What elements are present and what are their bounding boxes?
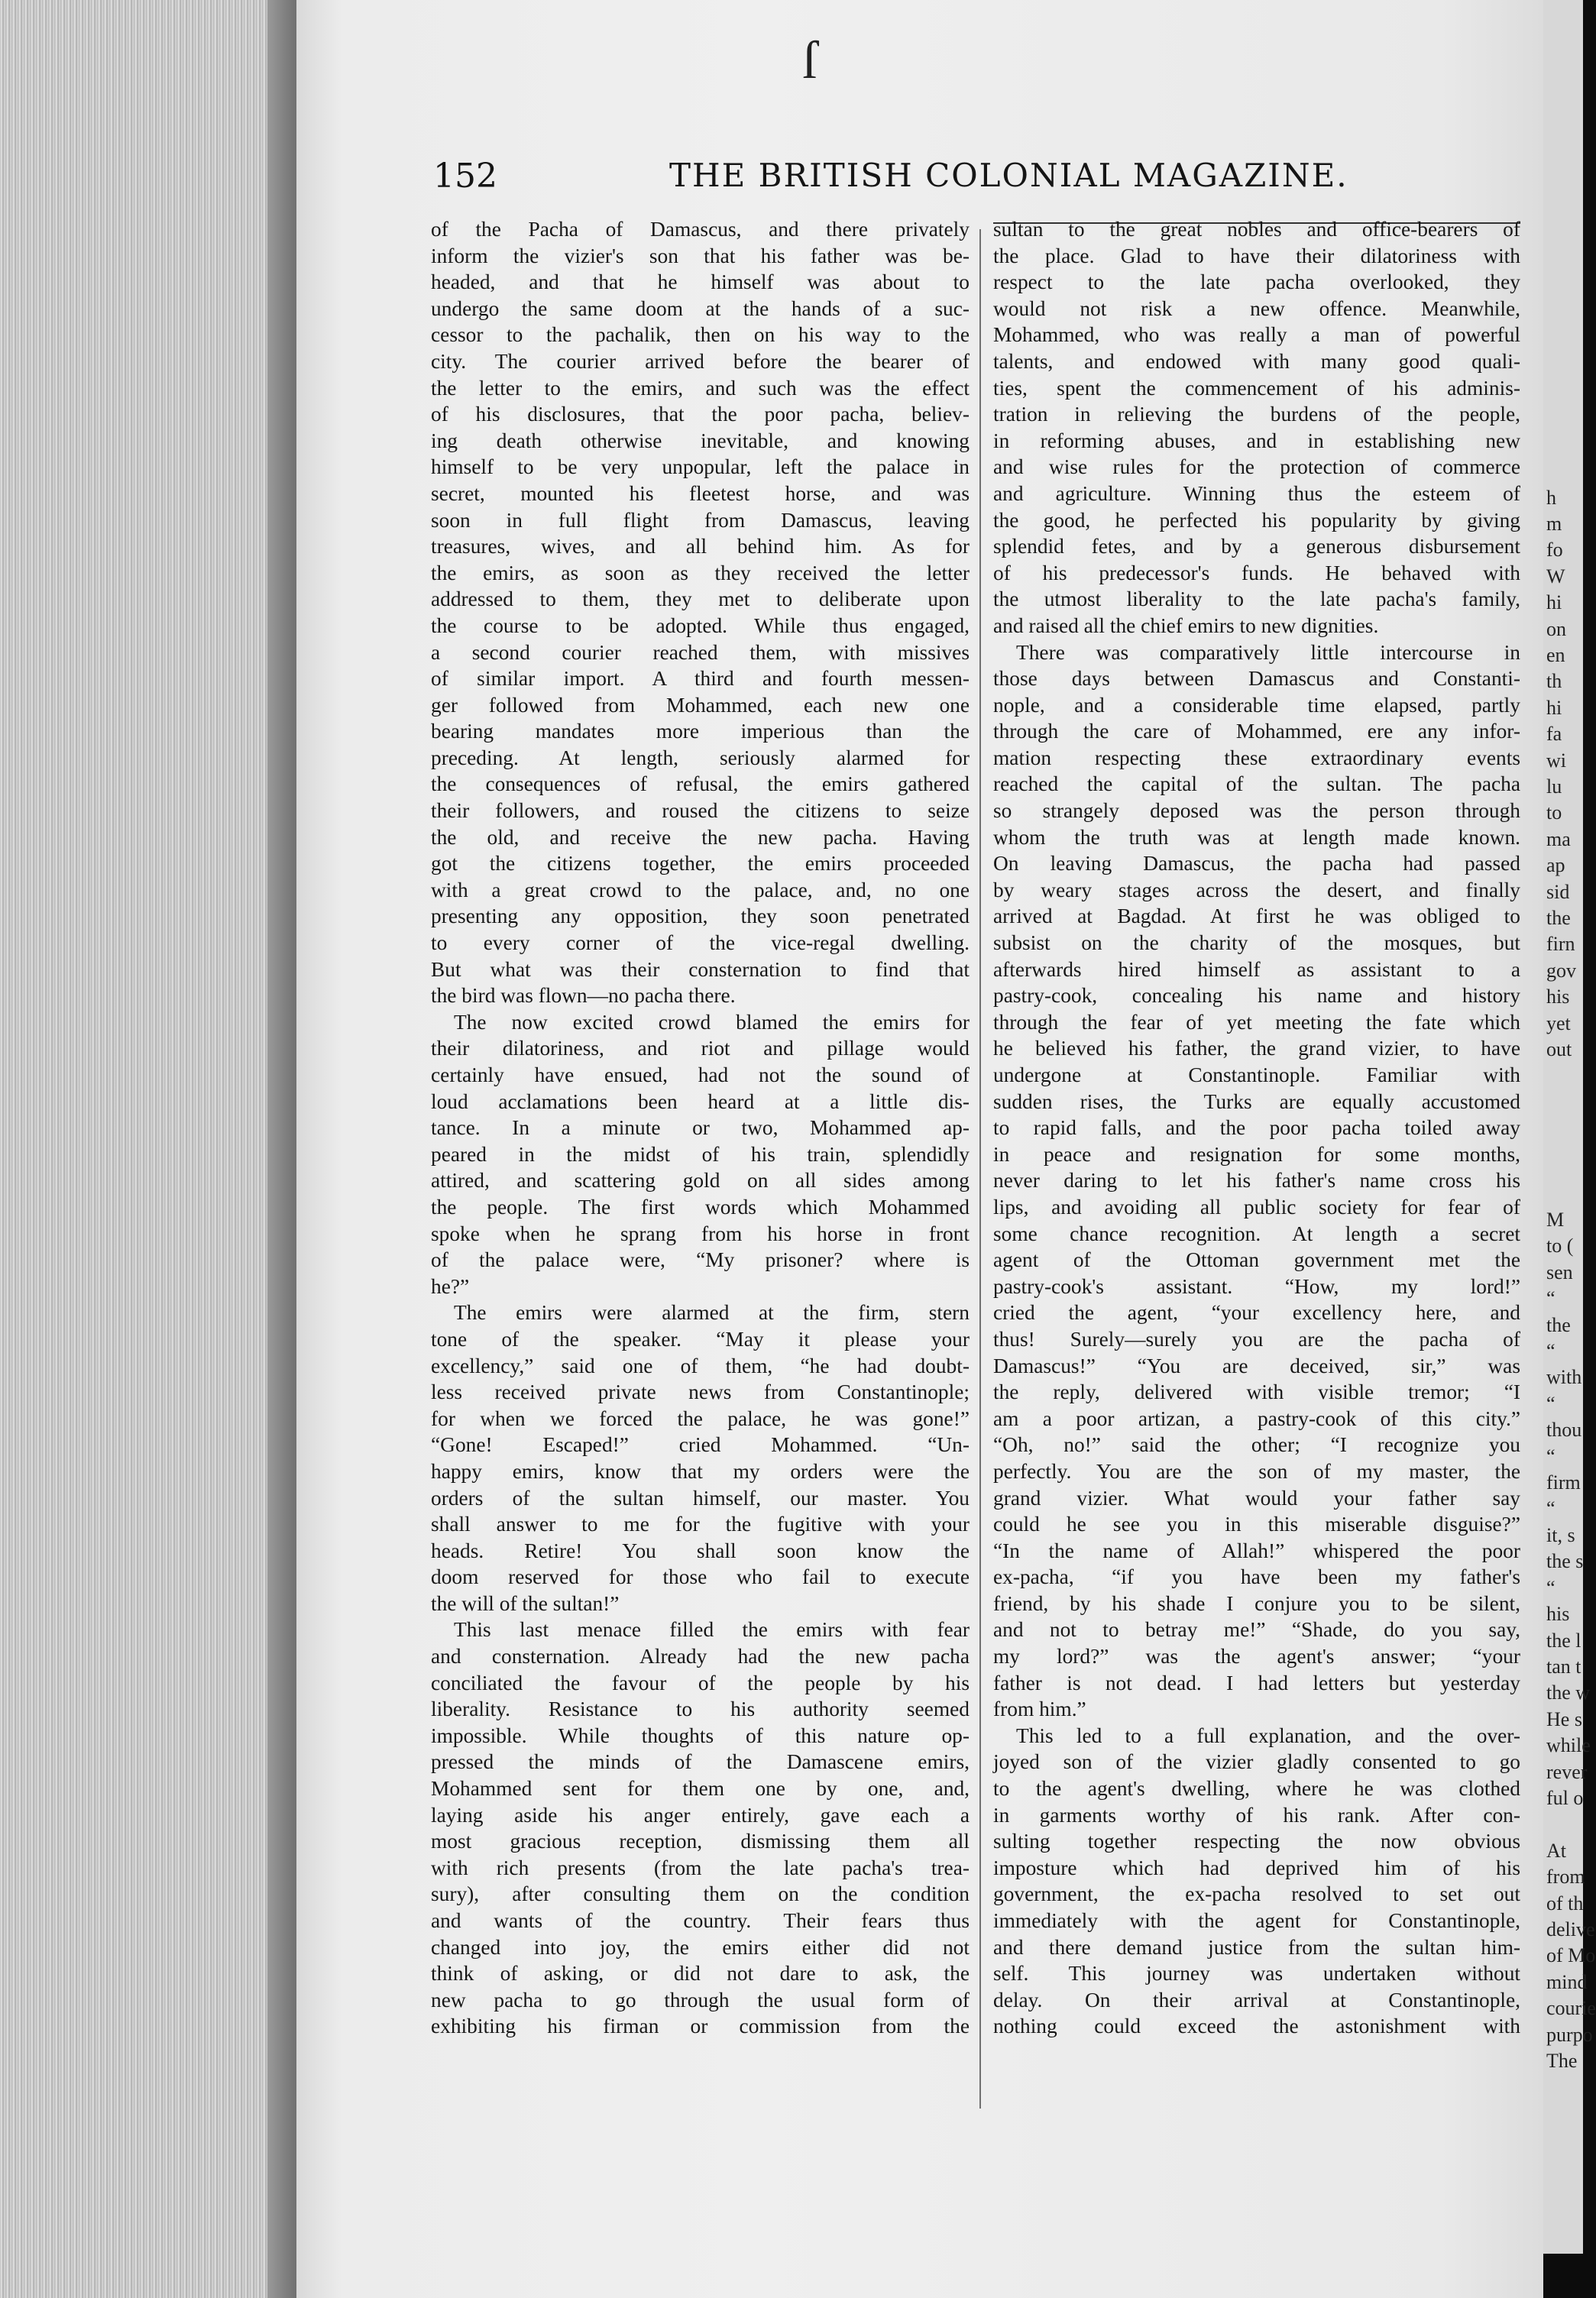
text-line: and raised all the chief emirs to new dignities. [993,613,1379,637]
text-line: father is not dead. I had letters but yesterday [993,1671,1520,1694]
text-line: friend, by his shade I conjure you to be silent, [993,1591,1520,1615]
text-line: he?” [431,1274,470,1298]
running-title: THE BRITISH COLONIAL MAGAZINE. [669,157,1348,194]
text-line: and wise rules for the protection of commerce [993,455,1520,479]
fragment-line: while [1546,1734,1591,1757]
text-line: laying aside his anger entirely, gave each a [431,1803,970,1827]
text-line: changed into joy, the emirs either did not [431,1935,970,1959]
text-line: less received private news from Constantinople; [431,1380,970,1404]
text-line: lips, and avoiding all public society for fear of [993,1195,1520,1219]
fragment-line: “ [1546,1392,1556,1415]
text-line: the utmost liberality to the late pacha's family, [993,587,1520,611]
text-line: the will of the sultan!” [431,1591,620,1615]
text-line: liberality. Resistance to his authority seemed [431,1698,970,1721]
page-number: 152 [433,157,497,196]
fragment-line: en [1546,643,1565,666]
text-line: agent of the Ottoman government met the [993,1248,1520,1272]
text-line: ger followed from Mohammed, each new one [431,693,970,717]
text-line: their followers, and roused the citizens to seize [431,799,970,823]
text-line: But what was their consternation to find that [431,957,970,981]
text-line: the letter to the emirs, and such was the effect [431,376,970,400]
fragment-line: wi [1546,749,1566,772]
text-line: undergone at Constantinople. Familiar with [993,1063,1520,1086]
fragment-line: thou [1546,1419,1582,1442]
text-line: of the Pacha of Damascus, and there privately [431,218,970,241]
text-line: This last menace filled the emirs with fear [454,1618,970,1642]
text-line: those days between Damascus and Constanti- [993,667,1520,691]
text-line: heads. Retire! You shall soon know the [431,1539,970,1562]
fragment-line: th [1546,670,1562,693]
fragment-line: gov [1546,959,1576,982]
fragment-line [1546,458,1576,484]
text-line: splendid fetes, and by a generous disbursement [993,535,1520,558]
text-line: he believed his father, the grand vizier, to have [993,1037,1520,1060]
adjacent-page-text-upper [1546,64,1576,1063]
left-text-column [431,216,970,2126]
text-line: orders of the sultan himself, our master. You [431,1486,970,1510]
fragment-line: lu [1546,775,1562,798]
fragment-line [1546,222,1576,248]
text-line: the place. Glad to have their dilatoriness with [993,244,1520,267]
fragment-line: “ [1546,1497,1556,1520]
fragment-line: his [1546,986,1570,1008]
text-line: got the citizens together, the emirs proceeded [431,852,970,876]
fragment-line: of th [1546,1892,1584,1914]
fragment-line: to [1546,801,1562,824]
text-line: so strangely deposed was the person through [993,799,1520,823]
fragment-line: sen [1546,1261,1573,1283]
fragment-line [1546,143,1576,169]
adjacent-page-text-lower [1546,1207,1596,2074]
text-line: mation respecting these extraordinary events [993,746,1520,769]
text-line: soon in full flight from Damascus, leaving [431,508,970,532]
text-line: On leaving Damascus, the pacha had passed [993,852,1520,876]
text-line: to every corner of the vice-regal dwelling. [431,931,970,955]
column-divider [979,229,981,2109]
fragment-line [1546,432,1576,458]
text-line: the people. The first words which Mohammed [431,1195,970,1219]
fragment-line: his [1546,1603,1570,1626]
text-line: Mohammed, who was really a man of powerful [993,323,1520,347]
text-line: their dilatoriness, and riot and pillage would [431,1037,970,1060]
text-line: in peace and resignation for some months, [993,1142,1520,1166]
fragment-line: from [1546,1866,1585,1889]
text-line: think of asking, or did not dare to ask, the [431,1962,970,1986]
fragment-line [1546,1811,1596,1837]
text-line: There was comparatively little intercourse in [1016,640,1520,664]
text-line: for when we forced the palace, he was gone!” [431,1406,970,1430]
text-line: self. This journey was undertaken without [993,1962,1520,1986]
text-line: nople, and a considerable time elapsed, partly [993,693,1520,717]
text-line: cessor to the pachalik, then on his way to the [431,323,970,347]
text-line: attired, and scattering gold on all sides among [431,1169,970,1193]
fragment-line: “ [1546,1445,1556,1468]
text-line: in garments worthy of his rank. After con- [993,1803,1520,1827]
fragment-line: out [1546,1038,1572,1061]
page-header [433,157,1348,202]
text-line: ing death otherwise inevitable, and knowing [431,429,970,452]
fragment-line: hi [1546,591,1562,614]
fragment-line: W [1546,565,1565,587]
text-line: certainly have ensued, had not the sound of [431,1063,970,1086]
fragment-line: it, s [1546,1523,1575,1546]
text-line: through the care of Mohammed, ere any infor- [993,720,1520,743]
text-line: of his disclosures, that the poor pacha, believ- [431,403,970,426]
text-line: a second courier reached them, with missives [431,640,970,664]
text-line: new pacha to go through the usual form of [431,1988,970,2012]
text-line: “Oh, no!” said the other; “I recognize you [993,1433,1520,1457]
text-line: “Gone! Escaped!” cried Mohammed. “Un- [431,1433,970,1457]
text-line: respect to the late pacha overlooked, they [993,270,1520,294]
text-line: government, the ex-pacha resolved to set out [993,1882,1520,1906]
fragment-line [1546,196,1576,222]
text-line: The emirs were alarmed at the firm, stern [454,1301,970,1325]
text-line: in reforming abuses, and in establishing new [993,429,1520,452]
adjacent-page-fragment [1543,0,1596,2254]
text-line: imposture which had deprived him of his [993,1856,1520,1879]
text-line: arrived at Bagdad. At first he was obliged to [993,905,1520,928]
fragment-line: At [1546,1839,1566,1862]
text-line: the course to be adopted. While thus engaged, [431,613,970,637]
fragment-line [1546,170,1576,196]
fragment-line: tan t [1546,1655,1581,1678]
text-line: presenting any opposition, they soon penetrated [431,905,970,928]
fragment-line: “ [1546,1340,1556,1363]
fragment-line: sid [1546,880,1570,903]
fragment-line: ap [1546,854,1565,877]
text-line: the good, he perfected his popularity by giving [993,508,1520,532]
text-line: preceding. At length, seriously alarmed for [431,746,970,769]
text-line: happy emirs, know that my orders were the [431,1459,970,1483]
text-line: peared in the midst of his train, splendidly [431,1142,970,1166]
text-line: with rich presents (from the late pacha's trea- [431,1856,970,1879]
text-line: delay. On their arrival at Constantinople, [993,1988,1520,2012]
text-line: pastry-cook, concealing his name and history [993,984,1520,1008]
text-line: am a poor artizan, a pastry-cook of this city.” [993,1406,1520,1430]
text-line: sury), after consulting them on the condition [431,1882,970,1906]
text-line: thus! Surely—surely you are the pacha of [993,1327,1520,1351]
text-line: tration in relieving the burdens of the people, [993,403,1520,426]
text-line: headed, and that he himself was about to [431,270,970,294]
fragment-line: fo [1546,539,1563,562]
text-line: to the agent's dwelling, where he was clothed [993,1777,1520,1801]
text-line: could he see you in this miserable disguise?” [993,1513,1520,1536]
text-line: inform the vizier's son that his father was be- [431,244,970,267]
text-line: conciliated the favour of the people by his [431,1671,970,1694]
fragment-line: firm [1546,1471,1581,1494]
text-line: nothing could exceed the astonishment with [993,2015,1520,2038]
fragment-line [1546,327,1576,353]
text-line: Mohammed sent for them one by one, and, [431,1777,970,1801]
text-line: the emirs, as soon as they received the letter [431,561,970,584]
fragment-line: to ( [1546,1235,1574,1257]
book-page-edges [0,0,298,2298]
fragment-line: on [1546,617,1566,640]
fragment-line: delive [1546,1918,1595,1940]
fragment-line [1546,64,1576,90]
fragment-line: h [1546,486,1556,509]
text-line: spoke when he sprang from his horse in front [431,1222,970,1245]
text-line: impossible. While thoughts of this nature op- [431,1724,970,1747]
fragment-line: M [1546,1209,1565,1231]
text-line: my lord?” was the agent's answer; “your [993,1645,1520,1668]
text-line: would not risk a new offence. Meanwhile, [993,296,1520,320]
fragment-line: the l [1546,1629,1581,1652]
text-line: talents, and endowed with many good quali- [993,349,1520,373]
handwritten-mark: ſ [802,31,817,90]
text-line: ties, spent the commencement of his adminis- [993,376,1520,400]
text-line: himself to be very unpopular, left the palace in [431,455,970,479]
text-line: secret, mounted his fleetest horse, and was [431,481,970,505]
fragment-line [1546,406,1576,432]
text-line: the old, and receive the new pacha. Having [431,825,970,849]
text-line: reached the capital of the sultan. The pacha [993,772,1520,796]
fragment-line: fa [1546,723,1562,746]
text-line: of his predecessor's funds. He behaved with [993,561,1520,584]
text-line: The now excited crowd blamed the emirs for [454,1010,970,1034]
text-line: the consequences of refusal, the emirs gathered [431,772,970,796]
text-line: shall answer to me for the fugitive with your [431,1513,970,1536]
fragment-line: with [1546,1366,1582,1389]
text-line: undergo the same doom at the hands of a suc- [431,296,970,320]
text-line: loud acclamations been heard at a little dis- [431,1089,970,1113]
right-text-column [993,216,1520,2126]
fragment-line [1546,117,1576,143]
fragment-line: rever [1546,1760,1588,1783]
text-line: the reply, delivered with visible tremor; “I [993,1380,1520,1404]
text-line: through the fear of yet meeting the fate which [993,1010,1520,1034]
text-line: subsist on the charity of the mosques, but [993,931,1520,955]
fragment-line: the w [1546,1681,1591,1704]
fragment-line [1546,301,1576,327]
fragment-line: the s [1546,1550,1584,1573]
text-line: Damascus!” “You are deceived, sir,” was [993,1354,1520,1377]
fragment-line: courie [1546,1997,1596,2020]
fragment-line: “ [1546,1287,1556,1310]
text-line: and wants of the country. Their fears thus [431,1909,970,1932]
text-line: of similar import. A third and fourth messen- [431,667,970,691]
fragment-line: firn [1546,933,1575,956]
text-line: and consternation. Already had the new pacha [431,1645,970,1668]
fragment-line: m [1546,512,1562,535]
text-line: cried the agent, “your excellency here, and [993,1301,1520,1325]
fragment-line: “ [1546,1576,1556,1599]
text-line: “In the name of Allah!” whispered the poor [993,1539,1520,1562]
fragment-line: purpo [1546,2023,1593,2046]
text-line: treasures, wives, and all behind him. As for [431,535,970,558]
text-line: sultan to the great nobles and office-bearers of [993,218,1520,241]
text-line: doom reserved for those who fail to execute [431,1565,970,1589]
fragment-line: ma [1546,827,1571,850]
text-line: and not to betray me!” “Shade, do you say, [993,1618,1520,1642]
text-line: never daring to let his father's name cross his [993,1169,1520,1193]
text-line: ex-pacha, “if you have been my father's [993,1565,1520,1589]
text-line: immediately with the agent for Constantinople, [993,1909,1520,1932]
text-line: excellency,” said one of them, “he had doubt- [431,1354,970,1377]
text-line: grand vizier. What would your father say [993,1486,1520,1510]
text-line: sudden rises, the Turks are equally accustomed [993,1089,1520,1113]
text-line: afterwards hired himself as assistant to a [993,957,1520,981]
text-line: by weary stages across the desert, and finally [993,878,1520,901]
text-line: This led to a full explanation, and the over- [1016,1724,1520,1747]
fragment-line: yet [1546,1011,1571,1034]
fragment-line: He s [1546,1707,1582,1730]
fragment-line: The [1546,2050,1578,2072]
text-line: tone of the speaker. “May it please your [431,1327,970,1351]
text-line: joyed son of the vizier gladly consented to go [993,1750,1520,1774]
fragment-line: of Mo [1546,1944,1596,1967]
text-line: pressed the minds of the Damascene emirs, [431,1750,970,1774]
fragment-line [1546,248,1576,274]
text-line: pastry-cook's assistant. “How, my lord!” [993,1274,1520,1298]
text-line: city. The courier arrived before the bearer of [431,349,970,373]
text-line: and there demand justice from the sultan him- [993,1935,1520,1959]
fragment-line [1546,353,1576,379]
text-line: of the palace were, “My prisoner? where is [431,1248,970,1272]
fragment-line [1546,380,1576,406]
text-line: bearing mandates more imperious than the [431,720,970,743]
text-line: sulting together respecting the now obvious [993,1830,1520,1853]
text-line: and agriculture. Winning thus the esteem of [993,481,1520,505]
text-line: exhibiting his firman or commission from the [431,2015,970,2038]
fragment-line: hi [1546,696,1562,719]
fragment-line [1546,90,1576,116]
fragment-line [1546,274,1576,300]
fragment-line: mind [1546,1970,1588,1993]
text-line: whom the truth was at length made known. [993,825,1520,849]
fragment-line: ful o [1546,1786,1584,1809]
text-line: addressed to them, they met to deliberate upon [431,587,970,611]
text-line: perfectly. You are the son of my master, the [993,1459,1520,1483]
text-line: from him.” [993,1698,1086,1721]
text-line: most gracious reception, dismissing them all [431,1830,970,1853]
text-line: tance. In a minute or two, Mohammed ap- [431,1116,970,1140]
text-line: to rapid falls, and the poor pacha toiled away [993,1116,1520,1140]
text-line: the bird was flown—no pacha there. [431,984,736,1008]
fragment-line: the [1546,1313,1571,1336]
text-line: some chance recognition. At length a secret [993,1222,1520,1245]
fragment-line: the [1546,907,1571,929]
text-line: with a great crowd to the palace, and, no one [431,878,970,901]
